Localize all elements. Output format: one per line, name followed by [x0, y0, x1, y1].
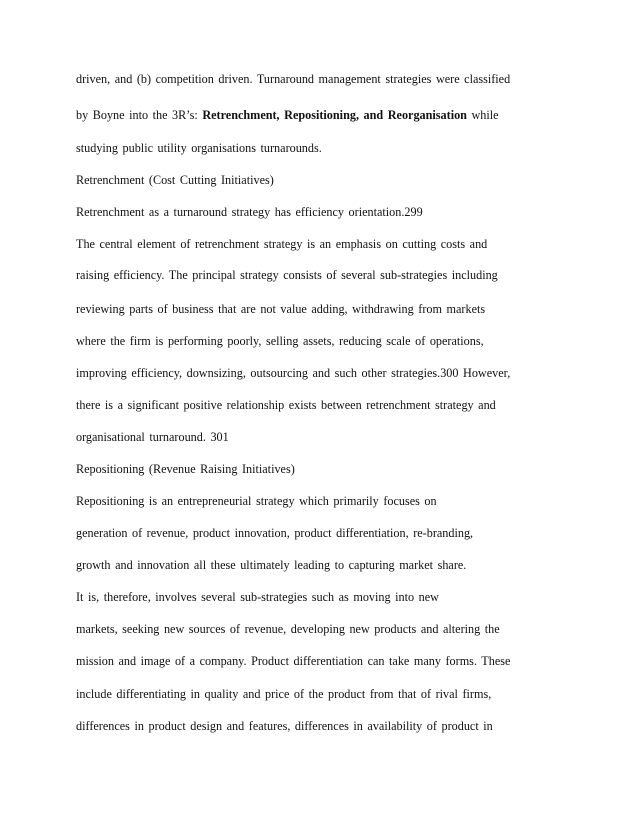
- text-line-21: differences in product design and features, differences in availability of product in: [76, 719, 493, 733]
- text-line-7: raising efficiency. The principal strategy consists of several sub-strategies including: [76, 268, 498, 282]
- text-line-11: there is a significant positive relationship exists between retrenchment strategy and: [76, 398, 496, 412]
- text-line-8: reviewing parts of business that are not value adding, withdrawing from markets: [76, 302, 486, 316]
- text-line-10: improving efficiency, downsizing, outsourcing and such other strategies.300 However,: [76, 366, 511, 380]
- text-line-14: Repositioning is an entrepreneurial strategy which primarily focuses on: [76, 494, 437, 508]
- text-line-18: markets, seeking new sources of revenue, developing new products and altering the: [76, 622, 500, 636]
- text-line-19: mission and image of a company. Product differentiation can take many forms. These: [76, 654, 511, 668]
- text-line-2-start: by Boyne into the 3R’s:: [76, 108, 203, 122]
- text-line-16: growth and innovation all these ultimately leading to capturing market share.: [76, 558, 467, 572]
- three-rs-bold: Retrenchment, Repositioning, and Reorganisation: [202, 108, 467, 122]
- text-line-20: include differentiating in quality and price of the product from that of rival firms,: [76, 687, 492, 701]
- text-line-6: The central element of retrenchment strategy is an emphasis on cutting costs and: [76, 237, 488, 251]
- text-line-3: studying public utility organisations turnarounds.: [76, 141, 322, 155]
- text-line-17: It is, therefore, involves several sub-strategies such as moving into new: [76, 590, 439, 604]
- text-line-9: where the firm is performing poorly, selling assets, reducing scale of operations,: [76, 334, 484, 348]
- text-line-15: generation of revenue, product innovation, product differentiation, re-branding,: [76, 526, 474, 540]
- text-line-5: Retrenchment as a turnaround strategy has efficiency orientation.299: [76, 205, 423, 219]
- text-line-2-end: while: [466, 108, 499, 122]
- section-heading-repositioning: Repositioning (Revenue Raising Initiatives): [76, 462, 295, 476]
- text-line-2: [76, 108, 616, 122]
- section-heading-retrenchment: Retrenchment (Cost Cutting Initiatives): [76, 173, 274, 187]
- text-line-1: driven, and (b) competition driven. Turnaround management strategies were classified: [76, 72, 511, 86]
- text-line-12: organisational turnaround. 301: [76, 430, 229, 444]
